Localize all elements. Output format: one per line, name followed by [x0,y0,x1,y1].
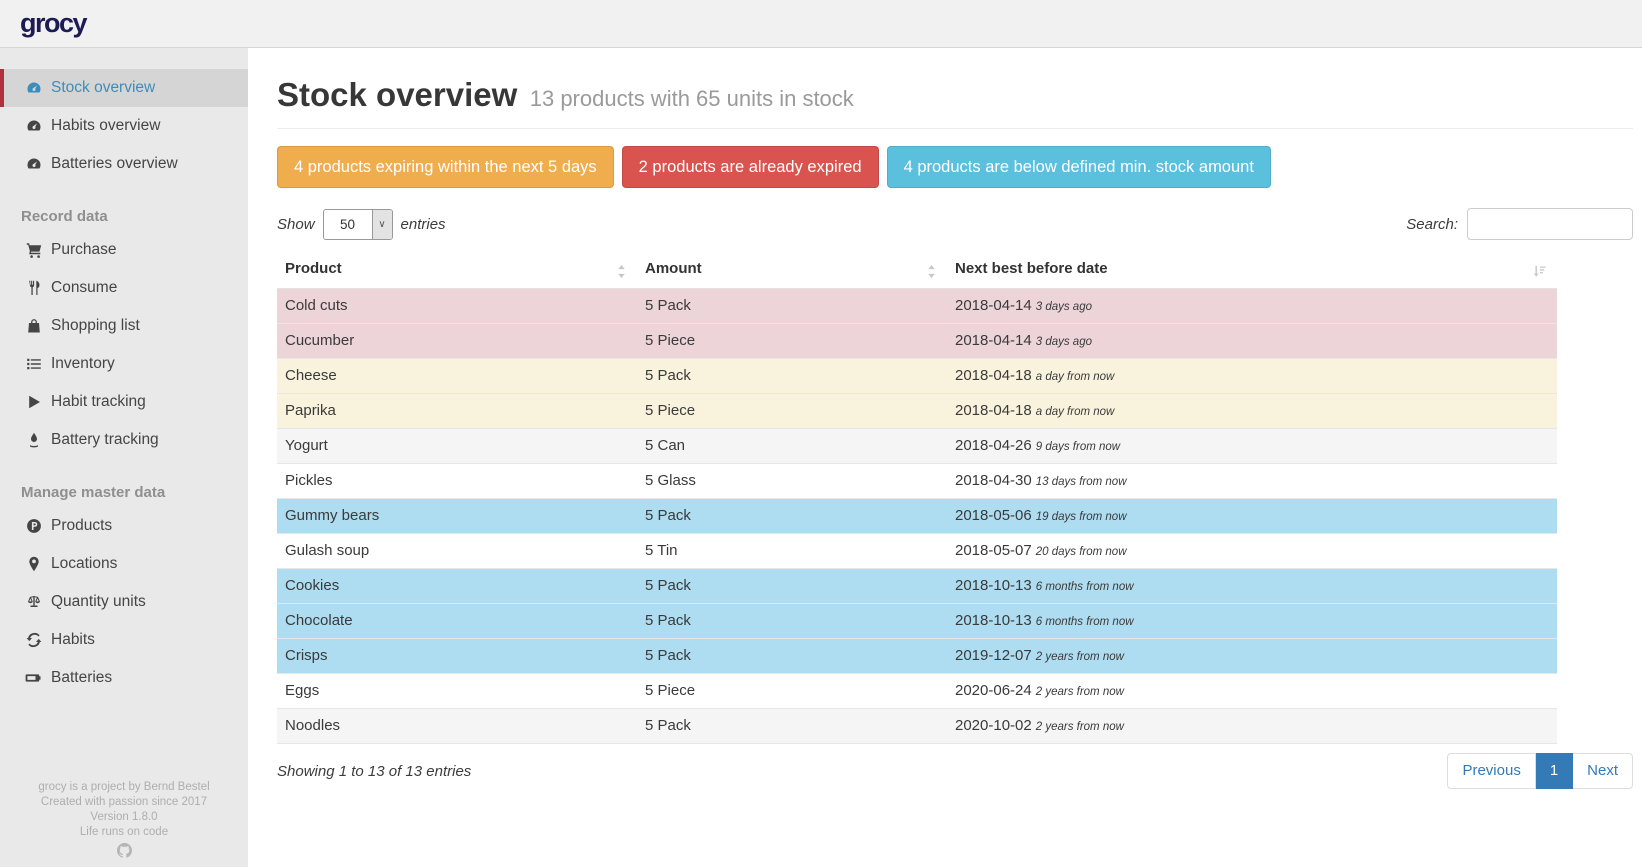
column-header-next-best-before-date[interactable] [947,252,1557,289]
sidebar-item-label: Purchase [51,241,117,258]
table-row[interactable] [277,499,1557,534]
table-row[interactable] [277,674,1557,709]
cell-best-before: 2018-05-06 19 days from now [947,499,1557,534]
relative-time: a day from now [1035,406,1115,418]
sidebar-item-stock-overview[interactable] [0,69,248,107]
stock-table [277,252,1557,744]
cell-product: Gulash soup [277,534,637,569]
sort-amount-icon [1531,262,1547,279]
table-row[interactable] [277,324,1557,359]
table-row[interactable] [277,569,1557,604]
cell-best-before: 2019-12-07 2 years from now [947,639,1557,674]
cell-amount: 5 Pack [637,499,947,534]
column-header-amount[interactable] [637,252,947,289]
sidebar-item-quantity-units[interactable] [0,583,248,621]
cell-best-before: 2018-04-30 13 days from now [947,464,1557,499]
sidebar-item-battery-tracking[interactable] [0,421,248,459]
balance-scale-icon [25,594,42,610]
show-label: Show [277,215,315,233]
sidebar-item-label: Consume [51,279,118,296]
cell-product: Chocolate [277,604,637,639]
cell-best-before: 2020-06-24 2 years from now [947,674,1557,709]
table-row[interactable] [277,464,1557,499]
table-row[interactable] [277,394,1557,429]
sidebar-item-label: Quantity units [51,593,146,610]
alert-expired-button[interactable]: 2 products are already expired [622,146,879,188]
utensils-icon [25,280,42,296]
play-icon [25,394,42,410]
footer-line-motto: Life runs on code [79,826,169,839]
sidebar-item-label: Batteries [51,669,113,686]
sidebar-item-label: Locations [51,555,118,572]
battery-icon [25,670,42,686]
cell-product: Noodles [277,709,637,744]
relative-time: 2 years from now [1035,686,1124,698]
footer-line-passion: Created with passion since 2017 [40,796,208,809]
table-row[interactable] [277,709,1557,744]
cell-product: Yogurt [277,429,637,464]
relative-time: 2 years from now [1035,651,1124,663]
page-head [277,76,1633,114]
cell-product: Cold cuts [277,289,637,324]
shopping-cart-icon [25,242,42,258]
cell-amount: 5 Can [637,429,947,464]
table-row[interactable] [277,289,1557,324]
cell-best-before: 2018-10-13 6 months from now [947,604,1557,639]
column-label: Amount [645,260,702,277]
sidebar-section-header: Record data [21,208,108,225]
entries-label: entries [400,215,446,233]
sidebar-footer [0,780,248,859]
relative-time: 6 months from now [1035,581,1134,593]
cell-best-before: 2018-04-14 3 days ago [947,289,1557,324]
relative-time: 3 days ago [1035,301,1092,313]
cell-amount: 5 Tin [637,534,947,569]
cell-amount: 5 Piece [637,324,947,359]
search-input[interactable] [1467,208,1633,240]
sidebar-item-label: Batteries overview [51,155,178,172]
sidebar-item-batteries-overview[interactable] [0,145,248,183]
sidebar-item-label: Products [51,517,113,534]
page-length-value: 50 [340,216,356,232]
page-length-group [277,209,446,240]
page-subtitle: 13 products with 65 units in stock [529,86,854,111]
cell-amount: 5 Pack [637,709,947,744]
cell-product: Paprika [277,394,637,429]
gauge-icon [25,118,42,134]
alert-expiring-button[interactable]: 4 products expiring within the next 5 days [277,146,614,188]
cell-best-before: 2020-10-02 2 years from now [947,709,1557,744]
sidebar [0,48,248,867]
sidebar-item-label: Habits [51,631,95,648]
page-title: Stock overview [277,76,518,113]
cell-product: Pickles [277,464,637,499]
sidebar-nav [0,69,248,697]
column-header-product[interactable] [277,252,637,289]
cell-best-before: 2018-05-07 20 days from now [947,534,1557,569]
table-footer [277,753,1633,789]
search-group [1406,208,1633,240]
cell-product: Crisps [277,639,637,674]
sidebar-item-habits[interactable] [0,621,248,659]
cell-amount: 5 Pack [637,639,947,674]
cell-amount: 5 Pack [637,289,947,324]
table-row[interactable] [277,534,1557,569]
sidebar-section-header: Manage master data [21,484,166,501]
relative-time: a day from now [1035,371,1115,383]
sidebar-item-label: Habits overview [51,117,161,134]
table-header-row [277,252,1557,289]
relative-time: 13 days from now [1035,476,1127,488]
gauge-icon [25,156,42,172]
next-page-button[interactable]: Next [1573,753,1633,789]
page-length-select[interactable] [323,209,393,240]
table-row[interactable] [277,429,1557,464]
gauge-icon [25,80,42,96]
alert-below-min-stock-button[interactable]: 4 products are below defined min. stock amount [887,146,1271,188]
sidebar-item-batteries[interactable] [0,659,248,697]
droplet-icon [25,432,42,448]
cell-amount: 5 Pack [637,604,947,639]
column-label: Next best before date [955,260,1108,277]
sidebar-item-locations[interactable] [0,545,248,583]
cell-amount: 5 Piece [637,674,947,709]
cell-best-before: 2018-04-18 a day from now [947,359,1557,394]
cell-amount: 5 Piece [637,394,947,429]
stock-alerts [277,146,1633,188]
cell-product: Cucumber [277,324,637,359]
relative-time: 20 days from now [1035,546,1127,558]
cell-product: Cookies [277,569,637,604]
chevron-down-icon: ∨ [372,210,392,239]
product-circle-icon [25,518,42,534]
relative-time: 3 days ago [1035,336,1092,348]
relative-time: 2 years from now [1035,721,1124,733]
sidebar-item-consume[interactable] [0,269,248,307]
page-number-button[interactable]: 1 [1536,753,1573,789]
cell-amount: 5 Pack [637,569,947,604]
cell-best-before: 2018-04-14 3 days ago [947,324,1557,359]
table-controls [277,208,1633,240]
sidebar-item-shopping-list[interactable] [0,307,248,345]
sidebar-item-label: Stock overview [51,79,156,96]
sidebar-item-habit-tracking[interactable] [0,383,248,421]
sidebar-item-habits-overview[interactable] [0,107,248,145]
pagination [1447,753,1633,789]
table-row[interactable] [277,639,1557,674]
shopping-bag-icon [25,318,42,334]
sidebar-item-products[interactable] [0,507,248,545]
table-row[interactable] [277,604,1557,639]
sidebar-item-inventory[interactable] [0,345,248,383]
table-row[interactable] [277,359,1557,394]
cell-amount: 5 Glass [637,464,947,499]
cell-best-before: 2018-04-26 9 days from now [947,429,1557,464]
sidebar-item-purchase[interactable] [0,231,248,269]
cell-amount: 5 Pack [637,359,947,394]
relative-time: 6 months from now [1035,616,1134,628]
footer-line-version: Version 1.8.0 [90,811,158,824]
cell-product: Eggs [277,674,637,709]
entries-info: Showing 1 to 13 of 13 entries [277,762,472,780]
relative-time: 9 days from now [1035,441,1121,453]
sidebar-item-label: Inventory [51,355,115,372]
column-label: Product [285,260,342,277]
cell-product: Gummy bears [277,499,637,534]
search-label: Search: [1406,215,1458,233]
cell-best-before: 2018-10-13 6 months from now [947,569,1557,604]
sync-icon [25,632,42,648]
main-content [248,48,1642,867]
grocy-logo[interactable]: grocy [20,8,87,38]
sidebar-item-label: Battery tracking [51,431,159,448]
sidebar-item-label: Shopping list [51,317,140,334]
sort-icon [926,262,937,279]
sort-icon [616,262,627,279]
topbar [0,0,1642,48]
list-icon [25,356,42,372]
previous-page-button[interactable]: Previous [1447,753,1535,789]
sidebar-item-label: Habit tracking [51,393,146,410]
github-icon[interactable] [0,843,248,859]
cell-product: Cheese [277,359,637,394]
head-divider [277,128,1633,129]
table-body [277,289,1557,744]
cell-best-before: 2018-04-18 a day from now [947,394,1557,429]
footer-line-project: grocy is a project by Bernd Bestel [38,781,210,794]
map-marker-icon [25,556,42,572]
relative-time: 19 days from now [1035,511,1127,523]
